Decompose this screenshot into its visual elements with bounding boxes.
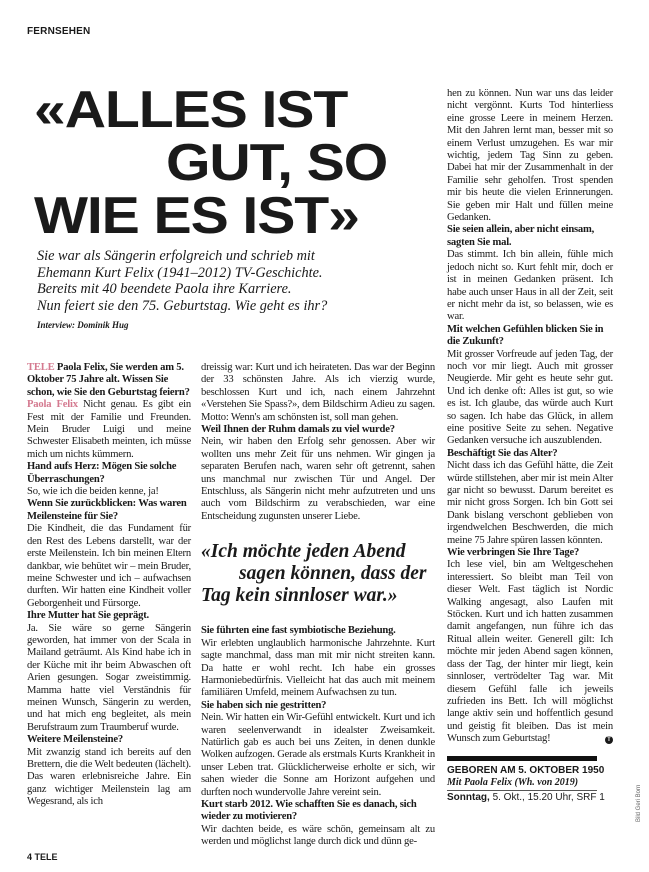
paragraph-text: Nicht genau. Es gibt ein Fest mit der Familie und Freunden. Mein Bruder Luigi und meine Schwester Elisabeth meinten, ich müsse mich um nichts kümmern. <box>27 399 191 460</box>
interview-question <box>201 799 435 824</box>
deck-line: Bereits mit 40 beendete Paola ihre Karriere. <box>37 281 292 298</box>
interview-question <box>27 362 191 399</box>
paragraph-text: Sie führten eine fast symbiotische Beziehung. <box>201 625 396 637</box>
paragraph-text: Wir dachten beide, es wäre schön, gemeinsam alt zu werden und möglichst lange durch dick und dünn ge- <box>201 823 435 848</box>
interview-answer <box>201 712 435 799</box>
paragraph-text: Hand aufs Herz: Mögen Sie solche Überraschungen? <box>27 461 177 485</box>
paragraph-text: Mit welchen Gefühlen blicken Sie in die Zukunft? <box>447 323 604 348</box>
middle-column <box>201 362 435 849</box>
pull-quote-line: sagen können, dass der <box>239 563 427 585</box>
interview-question <box>447 547 613 559</box>
speaker-label: TELE <box>27 362 55 373</box>
interview-question <box>27 610 191 622</box>
headline-line: WIE ES IST» <box>34 187 359 245</box>
headline <box>34 81 388 245</box>
interview-answer <box>27 623 191 735</box>
interview-answer <box>201 638 435 700</box>
interview-answer <box>447 349 613 448</box>
end-mark-icon: T <box>605 736 613 744</box>
interview-question <box>447 448 613 460</box>
interview-answer <box>27 399 191 461</box>
page-folio: 4 TELE <box>27 852 58 862</box>
interview-question <box>201 700 435 712</box>
paragraph-text: Beschäftigt Sie das Alter? <box>447 447 558 459</box>
paragraph-text: Kurt starb 2012. Wie schafften Sie es danach, sich wieder zu motivieren? <box>201 798 417 823</box>
speaker-label: Paola Felix <box>27 399 78 411</box>
article-column <box>201 625 435 848</box>
headline-line: «ALLES IST <box>34 81 348 139</box>
paragraph-text: Paola Felix, Sie werden am 5. Oktober 75 Jahre alt. Wissen Sie schon, wie Sie den Geburtstag feiern? <box>27 362 190 398</box>
interview-answer <box>27 486 191 498</box>
article-column <box>27 362 191 809</box>
paragraph-text: Nicht dass ich das Gefühl hätte, die Zeit würde stillstehen, aber mir ist mein Alter gar nicht so bewusst. Darum bereitet es mir nicht gross Sorgen. Ich bin Gott sei Dank bislang verschont geblieben von irgendwelchen Beschwerden, die mich meine 75 Jahre spüren lassen könnten. <box>447 460 613 546</box>
interview-question <box>27 461 191 486</box>
paragraph-text: hen zu können. Nun war uns das leider nicht vergönnt. Kurts Tod hinterliess eine grosse Leere in meinem Herzen. Mit den Jahren lernt man, besser mit so einem Verlust umzugehen. Es war mir wichtig, jedem Tag Sinn zu geben. Dabei hat mir der Zusammenhalt in der Familie sehr geholfen. Trost spenden mir bis heute die vielen Erinnerungen. Sie geben mir Halt und füllen meine Gedanken. <box>447 88 613 224</box>
paragraph-text: Ihre Mutter hat Sie geprägt. <box>27 610 149 622</box>
paragraph-text: Sie haben sich nie gestritten? <box>201 699 327 711</box>
interview-answer <box>447 559 613 745</box>
interview-answer <box>447 88 613 224</box>
paragraph-text: Mit zwanzig stand ich bereits auf den Brettern, die die Welt bedeuten (lächelt). Das waren erlebnisreiche Jahre. Ein ganz wichtiger Meilenstein lag am Wegesrand, als ich <box>27 746 191 808</box>
interview-answer <box>201 362 435 424</box>
paragraph-text: So, wie ich die beiden kenne, ja! <box>27 486 159 498</box>
deck <box>37 248 437 314</box>
paragraph-text: Nein, wir haben den Erfolg sehr genossen. Aber wir wollten uns mehr Zeit für uns nehmen. Wir gingen ja separaten Berufen nach, waren sehr oft getrennt, sahen uns manchmal nur zwischen Tür und Angel. Der Entschluss, als Sängerin nicht mehr aufzutreten und uns auch vom Bildschirm zu verabschieden, war eine Entscheidung zugunsten unserer Liebe. <box>201 436 435 522</box>
paragraph-text: Ja. Sie wäre so gerne Sängerin geworden, hat immer von der Scala in Mailand geträumt. Als Kind habe ich in der Küche mit ihr beim Abwaschen oft Arien gesungen. Sogar zweistimmig. Mamma hatte viel Verständnis für meinen Wunsch, Sängerin zu werden, und hat mich eng begleitet, als mein Berufstraum zum Traumberuf wurde. <box>27 622 191 733</box>
interview-answer <box>201 436 435 523</box>
info-box-bar <box>447 756 597 761</box>
paragraph-text: Wenn Sie zurückblicken: Was waren Meilensteine für Sie? <box>27 498 187 522</box>
interview-question <box>27 734 191 746</box>
paragraph-text: dreissig war: Kurt und ich heirateten. Das war der Beginn der 33 schönsten Jahre. Als ich vierzig wurde, beschlossen Kurt und ich, nach einem Jahrzehnt «Verstehen Sie Spass?», dem Bildschirm Adieu zu sagen. Motto: Wenn's am schönsten ist, soll man gehen. <box>201 362 435 423</box>
section-label: FERNSEHEN <box>27 26 91 37</box>
info-box-schedule <box>447 791 605 804</box>
paragraph-text: Mit grosser Vorfreude auf jeden Tag, der noch vor mir liegt. Auch mit grosser Neugierde. Mir geht es heute sehr gut. Und ich denke oft: Alles ist gut, so wie es ist. Ich glaube, das würde auch Kurt so sagen. Ich habe das Glück, in allem eine positive Seite zu sehen. Negative Gedanken versuche ich auszublenden. <box>447 348 613 447</box>
right-column <box>447 88 613 804</box>
info-box-title: GEBOREN AM 5. OKTOBER 1950 <box>447 764 605 776</box>
deck-line: Sie war als Sängerin erfolgreich und schrieb mit <box>37 248 315 264</box>
article-column <box>201 362 435 523</box>
broadcast-info-box <box>447 756 605 804</box>
interview-question <box>447 324 613 349</box>
interview-question <box>201 424 435 436</box>
interview-answer <box>201 824 435 849</box>
info-box-time: 5. Okt., 15.20 Uhr, SRF 1 <box>492 791 605 803</box>
photo-credit: Bild Geri Born <box>636 784 642 822</box>
byline: Interview: Dominik Hug <box>37 320 129 330</box>
paragraph-text: Wir erlebten unglaublich harmonische Jahrzehnte. Kurt sagte manchmal, dass man mit mir nicht streiten kann. Da hatte er wohl recht. Ich habe ein grosses Harmoniebedürfnis. Vielleicht hat das auch mit meinem familiären Umfeld, meinem Aufwachsen zu tun. <box>201 637 435 699</box>
paragraph-text: Ich lese viel, bin am Weltgeschehen interessiert. So bleibt man Teil von dieser Welt. Fast täglich ist Nordic Walking angesagt, also Laufen mit Stöcken. Kurt und ich hatten zusammen damit angefangen, nun führe ich das Ritual allein weiter. Generell gilt: Ich möchte mir jeden Abend sagen können, dass der Tag, der hinter mir liegt, kein sinnloser, vertrödelter Tag war. Mit diesem Gefühl falle ich jeweils zufrieden ins Bett. Ich will möglichst lange aktiv sein und hoffentlich gesund und geistig fit bleiben. Das ist mein Wunsch zum Geburtstag! <box>447 559 613 745</box>
interview-answer <box>447 249 613 323</box>
paragraph-text: Wie verbringen Sie Ihre Tage? <box>447 547 580 559</box>
pull-quote-line: «Ich möchte jeden Abend <box>201 541 406 563</box>
article-column <box>447 88 613 746</box>
paragraph-text: Die Kindheit, die das Fundament für den Rest des Lebens darstellt, war der erste Meilenstein. Ich bin meinen Eltern dankbar, wie behütet wir – mein Bruder, meine Schwester und ich – aufwachsen durften. Wir hatten eine Kindheit voller Geborgenheit und Fürsorge. <box>27 523 191 609</box>
paragraph-text: Sie seien allein, aber nicht einsam, sagten Sie mal. <box>447 224 595 248</box>
deck-line: Nun feiert sie den 75. Geburtstag. Wie geht es ihr? <box>37 297 328 314</box>
pull-quote-line: Tag kein sinnloser war.» <box>201 585 398 607</box>
pull-quote <box>201 541 435 607</box>
info-box-day: Sonntag, <box>447 791 490 803</box>
interview-answer <box>447 460 613 547</box>
interview-answer <box>27 523 191 610</box>
paragraph-text: Das stimmt. Ich bin allein, fühle mich jedoch nicht so. Kurt fehlt mir, doch er ist in meinen Gedanken präsent. Ich habe auch unser Haus in all der Zeit, seit er nicht mehr da ist, so belassen, wie es war. <box>447 249 613 323</box>
info-box-subtitle: Mit Paola Felix (Wh. von 2019) <box>447 777 597 791</box>
interview-question <box>447 224 613 249</box>
paragraph-text: Weil Ihnen der Ruhm damals zu viel wurde? <box>201 424 395 436</box>
interview-question <box>27 498 191 523</box>
deck-line: Ehemann Kurt Felix (1941–2012) TV-Geschichte. <box>37 264 323 281</box>
paragraph-text: Nein. Wir hatten ein Wir-Gefühl entwickelt. Kurt und ich waren seelenverwandt in idealster Zweisamkeit. Natürlich gab es auch bei uns Zeiten, in denen dunkle Wolken aufzogen. Gerade als erstmals Kurts Krankheit in unser Leben trat. Glücklicherweise erholte er sich, wir sahen wieder die Sonne am Horizont aufgehen und durften noch wundervolle Jahre vereint sein. <box>201 712 435 798</box>
interview-question <box>201 625 435 637</box>
interview-answer <box>27 747 191 809</box>
paragraph-text: Weitere Meilensteine? <box>27 734 123 746</box>
headline-line: GUT, SO <box>166 134 388 192</box>
